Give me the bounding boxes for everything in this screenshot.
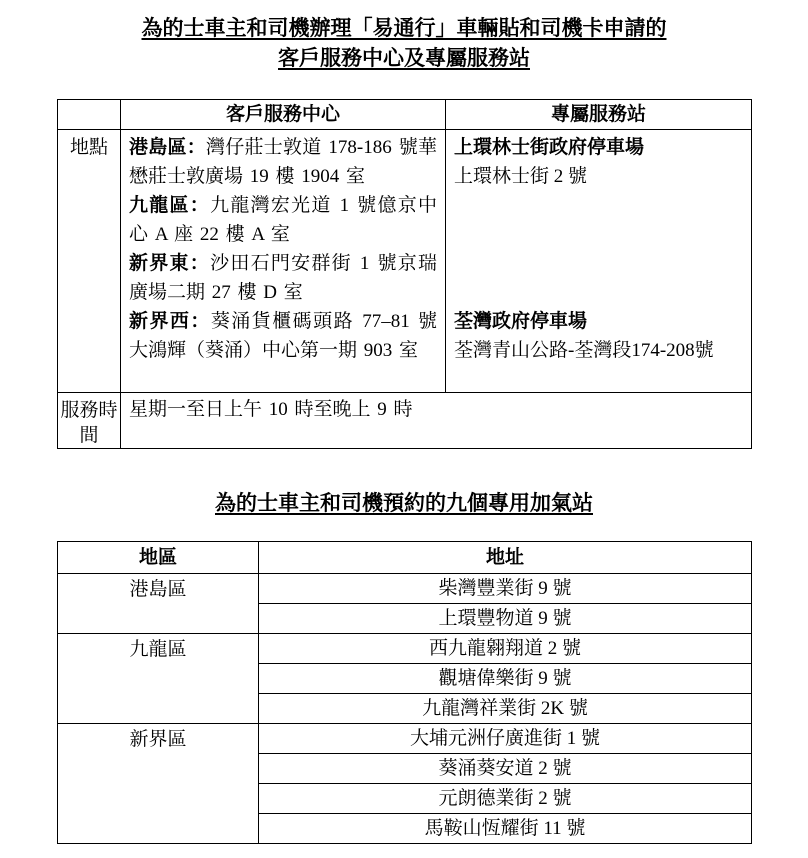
region-address: 葵涌貨櫃碼頭路 77–81 號大鴻輝（葵涌）中心第一期 903 室 xyxy=(129,311,437,361)
region-label: 新界東： xyxy=(129,253,211,274)
csc-entry-nt-west xyxy=(129,307,437,365)
station-address: 荃灣青山公路-荃灣段174-208號 xyxy=(454,340,714,361)
gas-station-header-row xyxy=(58,542,752,574)
region-address: 沙田石門安群街 1 號京瑞廣場二期 27 樓 D 室 xyxy=(129,253,437,303)
station-sheung-wan xyxy=(454,133,743,191)
location-row-label: 地點 xyxy=(58,130,121,393)
gas-station-address: 馬鞍山恆耀街 11 號 xyxy=(259,814,752,844)
district-hk-island: 港島區 xyxy=(58,574,259,634)
region-address: 九龍灣宏光道 1 號億京中心 A 座 22 樓 A 室 xyxy=(129,195,437,245)
station-name: 上環林士街政府停車場 xyxy=(454,137,645,158)
gas-station-address: 西九龍翱翔道 2 號 xyxy=(259,634,752,664)
region-label: 九龍區： xyxy=(129,195,211,216)
document-title xyxy=(0,13,808,73)
gas-station-address: 葵涌葵安道 2 號 xyxy=(259,754,752,784)
service-hours-row xyxy=(58,393,752,449)
district-new-territories: 新界區 xyxy=(58,724,259,844)
gas-station-address: 柴灣豐業街 9 號 xyxy=(259,574,752,604)
csc-addresses-cell xyxy=(121,130,446,393)
gas-station-section-title: 為的士車主和司機預約的九個專用加氣站 xyxy=(215,491,593,515)
table-row xyxy=(58,574,752,604)
region-label: 新界西： xyxy=(129,311,211,332)
table-row xyxy=(58,634,752,664)
gas-station-address: 大埔元洲仔廣進街 1 號 xyxy=(259,724,752,754)
service-hours-value: 星期一至日上午 10 時至晚上 9 時 xyxy=(121,393,752,449)
csc-entry-nt-east xyxy=(129,249,437,307)
gas-station-address: 上環豐物道 9 號 xyxy=(259,604,752,634)
csc-entry-hk-island xyxy=(129,133,437,191)
region-address: 灣仔莊士敦道 178-186 號華懋莊士敦廣場 19 樓 1904 室 xyxy=(129,137,437,187)
location-row xyxy=(58,130,752,393)
csc-column-header: 客戶服務中心 xyxy=(121,100,446,130)
station-column-header: 專屬服務站 xyxy=(446,100,752,130)
empty-corner-cell xyxy=(58,100,121,130)
service-centre-table xyxy=(57,99,752,449)
district-column-header: 地區 xyxy=(58,542,259,574)
service-centre-header-row xyxy=(58,100,752,130)
document-title-line2: 客戶服務中心及專屬服務站 xyxy=(278,46,530,70)
region-label: 港島區： xyxy=(129,137,206,158)
station-address: 上環林士街 2 號 xyxy=(454,166,588,187)
station-tsuen-wan xyxy=(454,307,743,365)
district-kowloon: 九龍區 xyxy=(58,634,259,724)
gas-station-table xyxy=(57,541,752,844)
gas-station-address: 九龍灣祥業街 2K 號 xyxy=(259,694,752,724)
gas-station-address: 元朗德業街 2 號 xyxy=(259,784,752,814)
service-hours-label: 服務時間 xyxy=(58,393,121,449)
document-title-line1: 為的士車主和司機辦理「易通行」車輛貼和司機卡申請的 xyxy=(141,16,667,40)
gas-station-address: 觀塘偉樂街 9 號 xyxy=(259,664,752,694)
station-name: 荃灣政府停車場 xyxy=(454,311,588,332)
csc-entry-kowloon xyxy=(129,191,437,249)
address-column-header: 地址 xyxy=(259,542,752,574)
station-addresses-cell xyxy=(446,130,752,393)
table-row xyxy=(58,724,752,754)
